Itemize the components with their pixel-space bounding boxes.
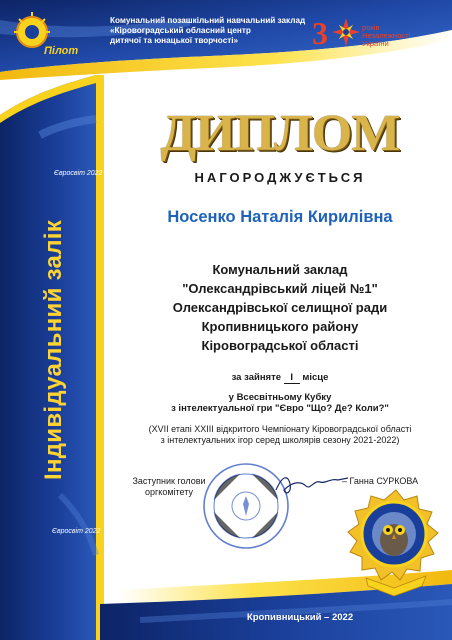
- school-line: Комунальний заклад: [212, 262, 348, 277]
- euro-badge-bottom: Євросвіт 2022: [52, 528, 101, 535]
- org-logo-icon: [10, 10, 80, 60]
- school-line: Кіровоградської області: [201, 338, 359, 353]
- place-suffix: місце: [302, 372, 329, 383]
- anniv-line: Незалежності: [362, 31, 411, 40]
- place-number: І: [284, 372, 300, 384]
- org-name: [110, 16, 310, 46]
- stage-line: з інтелектуальних ігор серед школярів сезону 2021-2022): [160, 435, 400, 445]
- org-line: Комунальний позашкільний навчальний заклад: [110, 16, 306, 25]
- footer-city-year: Кропивницький – 2022: [246, 612, 354, 623]
- diploma-title: ДИПЛОМ: [160, 105, 400, 162]
- place-line: [150, 372, 410, 384]
- side-label-text: Індивідуальний залік: [40, 219, 67, 481]
- anniversary-text: [362, 24, 448, 48]
- school-line: Кропивницького району: [201, 319, 359, 334]
- anniv-line: України: [362, 39, 389, 48]
- anniversary-30-icon: [312, 14, 362, 50]
- cup-block: [130, 392, 430, 414]
- school-line: Олександрівської селищної ради: [172, 300, 388, 315]
- role-line: оргкомітету: [145, 487, 193, 497]
- cup-line: з інтелектуальної гри "Євро "Що? Де? Коли?": [171, 403, 389, 414]
- org-logo-text: Пілот: [44, 45, 79, 57]
- school-block: [130, 260, 430, 355]
- role-line: Заступник голови: [132, 476, 206, 486]
- handwritten-signature-icon: [272, 470, 352, 500]
- recipient-name: Носенко Наталія Кирилівна: [167, 208, 393, 226]
- signatory-name: – Ганна СУРКОВА: [342, 476, 419, 486]
- org-line: дитячої та юнацької творчості»: [110, 36, 239, 45]
- anniv-line: років: [362, 23, 380, 32]
- school-line: "Олександрівський ліцей №1": [182, 281, 378, 296]
- euro-badge-top: Євросвіт 2022: [54, 170, 103, 177]
- awarded-to-label: НАГОРОДЖУЄТЬСЯ: [194, 170, 366, 185]
- cup-line: у Всесвітньому Кубку: [228, 392, 332, 403]
- stage-line: (XVII етапі XXIII відкритого Чемпіонату Кіровоградської області: [148, 424, 412, 434]
- owl-medal-icon: [346, 488, 446, 598]
- individual-standing-label: [24, 200, 84, 500]
- stage-block: [130, 424, 430, 446]
- org-line: «Кіровоградський обласний центр: [110, 26, 251, 35]
- place-prefix: за зайняте: [231, 372, 282, 383]
- svg-text:3: 3: [312, 15, 328, 50]
